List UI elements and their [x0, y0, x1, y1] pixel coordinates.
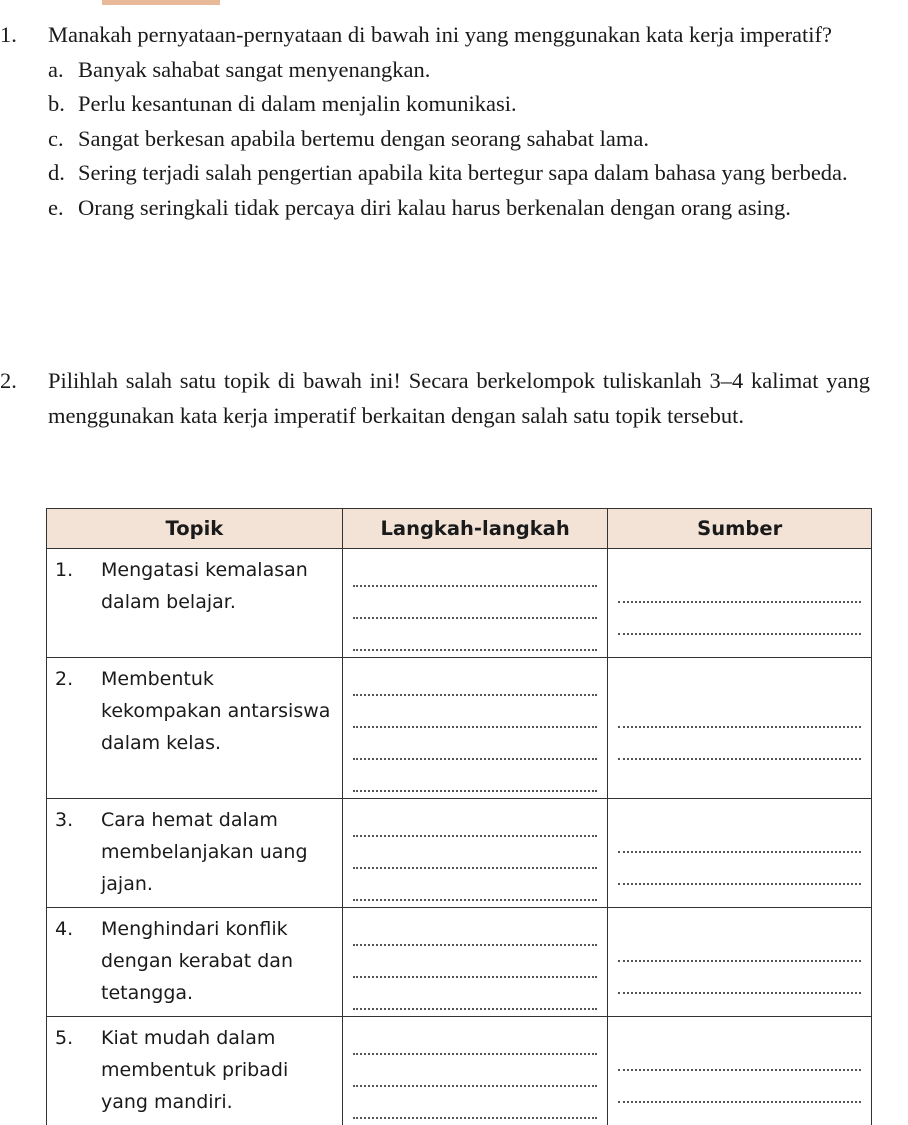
question-1-stem: [0, 18, 900, 53]
source-cell[interactable]: [608, 799, 872, 908]
table-row: [47, 658, 872, 799]
dotted-line: [353, 760, 598, 792]
dotted-line: [353, 869, 598, 901]
topic-cell: [47, 658, 343, 799]
steps-cell[interactable]: [342, 549, 608, 658]
dotted-line: [618, 853, 861, 885]
topic-text: Membentuk kekompakan antarsiswa dalam kelas.: [101, 668, 331, 754]
source-cell[interactable]: [608, 908, 872, 1017]
top-accent-bar: [102, 0, 220, 5]
dotted-line: [353, 587, 598, 619]
steps-cell[interactable]: [342, 908, 608, 1017]
dotted-line: [618, 1071, 861, 1103]
source-cell[interactable]: [608, 658, 872, 799]
question-1-number: 1.: [0, 22, 17, 47]
option-text: Sangat berkesan apabila bertemu dengan seorang sahabat lama.: [78, 125, 650, 151]
option-e: [48, 191, 870, 226]
dotted-line: [353, 1023, 598, 1055]
option-letter: d.: [48, 160, 65, 185]
table-header-row: [47, 509, 872, 549]
dotted-line: [353, 946, 598, 978]
dotted-line: [353, 555, 598, 587]
option-letter: c.: [48, 125, 64, 151]
dotted-line: [618, 571, 861, 603]
option-text: Banyak sahabat sangat menyenangkan.: [78, 56, 431, 82]
topic-cell: [47, 1017, 343, 1125]
question-2-text: Pilihlah salah satu topik di bawah ini! Secara berkelompok tuliskanlah 3–4 kalimat yang menggunakan kata kerja imperatif berkaitan dengan salah satu topik tersebut.: [48, 368, 870, 428]
question-1: [0, 18, 900, 225]
dotted-line: [618, 930, 861, 962]
dotted-line: [353, 696, 598, 728]
table-row: [47, 799, 872, 908]
topic-text: Mengatasi kemalasan dalam belajar.: [101, 559, 308, 613]
table-row: [47, 908, 872, 1017]
option-letter: e.: [48, 194, 64, 220]
dotted-line: [353, 728, 598, 760]
option-d: [48, 156, 870, 191]
header-topic: Topik: [47, 509, 343, 549]
source-cell[interactable]: [608, 1017, 872, 1125]
steps-cell[interactable]: [342, 658, 608, 799]
question-1-options: [48, 53, 870, 226]
question-2-stem: [0, 364, 900, 433]
header-steps: Langkah-langkah: [342, 509, 608, 549]
dotted-line: [353, 805, 598, 837]
question-2-number: 2.: [0, 368, 17, 393]
dotted-line: [618, 728, 861, 760]
topic-table: [46, 508, 872, 1125]
topic-text: Kiat mudah dalam membentuk pribadi yang mandiri.: [101, 1027, 289, 1113]
topic-number: 2.: [55, 668, 74, 690]
dotted-line: [353, 1055, 598, 1087]
steps-cell[interactable]: [342, 1017, 608, 1125]
dotted-line: [618, 603, 861, 635]
topic-cell: [47, 908, 343, 1017]
topic-cell: [47, 799, 343, 908]
option-text: Orang seringkali tidak percaya diri kalau harus berkenalan dengan orang asing.: [78, 194, 791, 220]
option-letter: a.: [48, 56, 64, 82]
dotted-line: [618, 821, 861, 853]
option-text: Sering terjadi salah pengertian apabila kita bertegur sapa dalam bahasa yang berbeda.: [78, 160, 848, 185]
dotted-line: [353, 619, 598, 651]
steps-cell[interactable]: [342, 799, 608, 908]
option-a: [48, 53, 870, 88]
option-text: Perlu kesantunan di dalam menjalin komunikasi.: [78, 91, 517, 116]
topic-number: 1.: [55, 559, 74, 581]
dotted-line: [618, 696, 861, 728]
topic-number: 4.: [55, 918, 74, 940]
table-row: [47, 549, 872, 658]
dotted-line: [353, 1087, 598, 1119]
topic-text: Menghindari konflik dengan kerabat dan tetangga.: [101, 918, 293, 1004]
dotted-line: [353, 914, 598, 946]
dotted-line: [353, 664, 598, 696]
option-b: [48, 87, 870, 122]
dotted-line: [618, 962, 861, 994]
topic-cell: [47, 549, 343, 658]
question-2: [0, 364, 900, 433]
table-row: [47, 1017, 872, 1125]
topic-text: Cara hemat dalam membelanjakan uang jajan.: [101, 809, 308, 895]
topic-number: 5.: [55, 1027, 74, 1049]
question-1-text: Manakah pernyataan-pernyataan di bawah ini yang menggunakan kata kerja imperatif?: [48, 22, 833, 47]
dotted-line: [353, 837, 598, 869]
source-cell[interactable]: [608, 549, 872, 658]
option-letter: b.: [48, 91, 65, 116]
option-c: [48, 122, 870, 157]
dotted-line: [618, 1039, 861, 1071]
dotted-line: [353, 978, 598, 1010]
header-source: Sumber: [608, 509, 872, 549]
topic-number: 3.: [55, 809, 74, 831]
